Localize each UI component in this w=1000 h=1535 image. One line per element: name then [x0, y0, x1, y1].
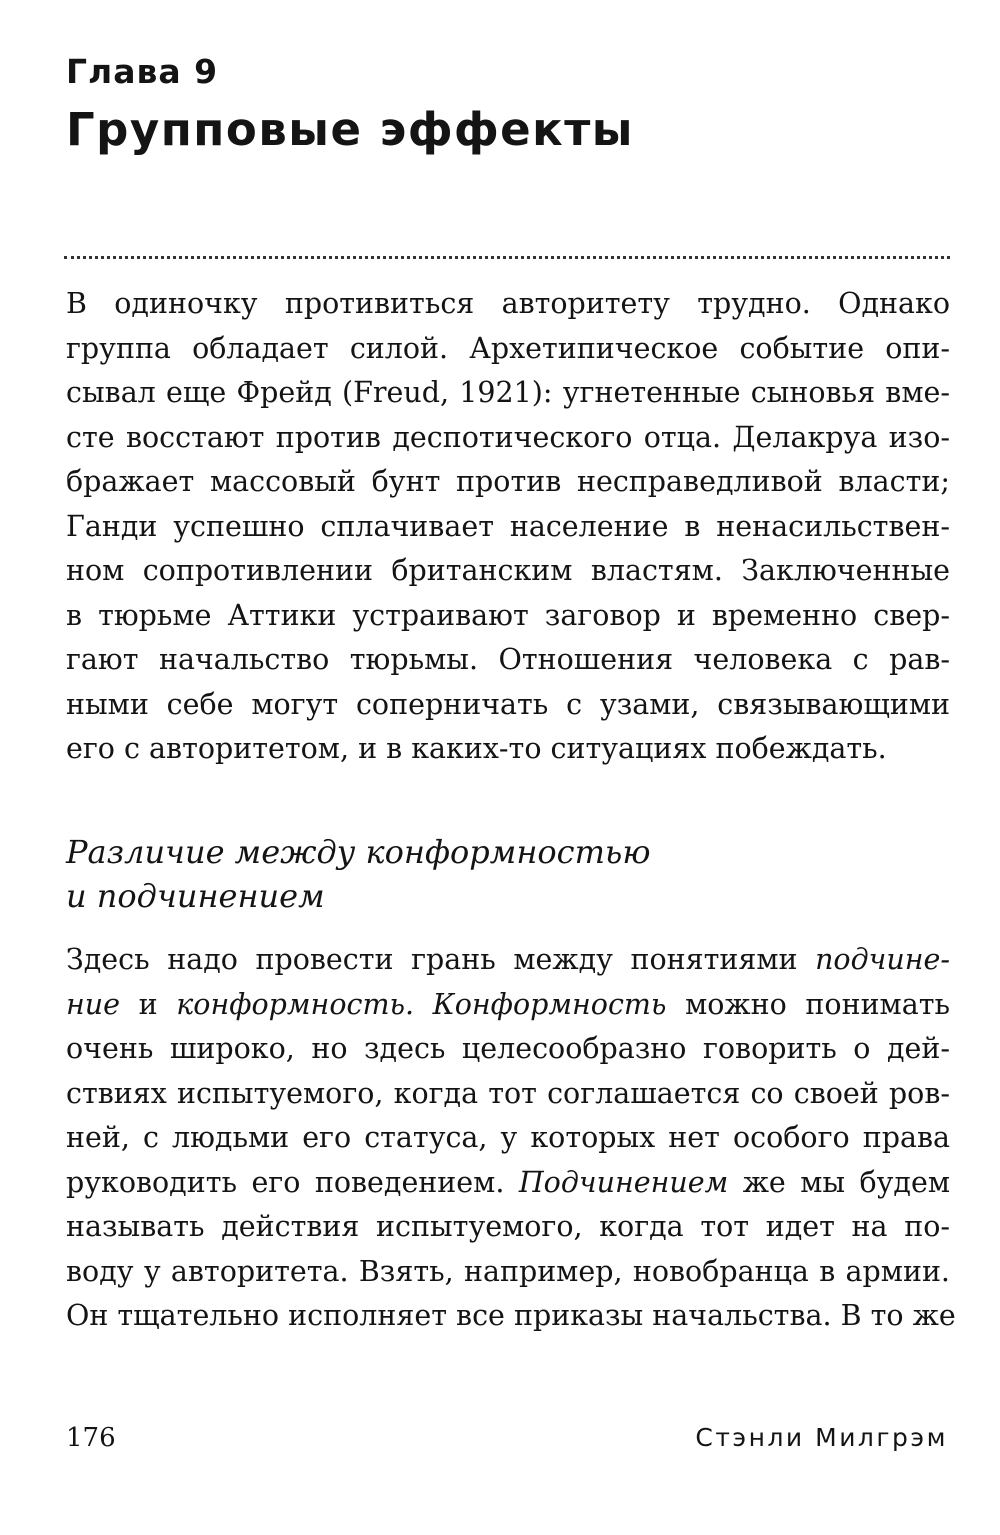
text-line: очень широко, но здесь целесообразно говорить о дей- — [66, 1032, 950, 1065]
italic-term: подчине- — [815, 943, 950, 976]
text-line: ном сопротивлении британским властям. Заключенные — [66, 554, 950, 587]
section-subheading — [66, 830, 651, 918]
text-line: ствиях испытуемого, когда тот соглашается со своей ров- — [66, 1076, 950, 1110]
text-line: бражает массовый бунт против несправедливой власти; — [66, 465, 950, 498]
text-line — [66, 983, 950, 1028]
chapter-label: Глава 9 — [66, 52, 219, 91]
italic-term: Подчинением — [518, 1165, 729, 1199]
subheading-line-1: Различие между конформностью — [66, 833, 651, 871]
text-line: гают начальство тюрьмы. Отношения человека с рав- — [66, 643, 950, 676]
italic-term: ние — [66, 987, 120, 1021]
text-line: сывал еще Фрейд (Freud, 1921): угнетенные сыновья вме- — [66, 376, 950, 409]
text-line: называть действия испытуемого, когда тот идет на по- — [66, 1210, 950, 1243]
text-line: его с авторитетом, и в каких-то ситуациях побеждать. — [66, 732, 887, 765]
text-line: В одиночку противиться авторитету трудно. Однако — [66, 287, 950, 320]
text-line: группа обладает силой. Архетипическое событие опи- — [66, 331, 950, 365]
page-number: 176 — [66, 1423, 116, 1453]
text-line: ными себе могут соперничать с узами, связывающими — [66, 687, 950, 721]
text-line — [66, 938, 950, 983]
text-line: в тюрьме Аттики устраивают заговор и временно свер- — [66, 598, 950, 632]
text-run: можно понимать — [666, 987, 951, 1021]
text-line: воду у авторитета. Взять, например, новобранца в армии. — [66, 1254, 950, 1288]
text-line — [66, 1161, 950, 1206]
text-line: Он тщательно исполняет все приказы начальства. В то же — [66, 1299, 956, 1332]
text-run: и — [120, 987, 177, 1021]
paragraph-2 — [66, 938, 956, 1339]
chapter-title: Групповые эффекты — [66, 103, 634, 156]
running-footer-author: Стэнли Милгрэм — [695, 1423, 948, 1452]
text-run: же мы будем — [728, 1165, 950, 1199]
dotted-divider — [64, 256, 950, 259]
text-line: ней, с людьми его статуса, у которых нет особого права — [66, 1121, 950, 1154]
text-run: руководить его поведением. — [66, 1165, 519, 1199]
subheading-line-2: и подчинением — [66, 877, 325, 915]
text-run: Здесь надо провести грань между понятиями — [66, 943, 816, 976]
text-line: Ганди успешно сплачивает население в ненасильствен- — [66, 509, 950, 543]
paragraph-1 — [66, 282, 950, 772]
text-line: сте восстают против деспотического отца. Делакруа изо- — [66, 420, 950, 454]
italic-term: конформность. Конформность — [176, 987, 667, 1021]
